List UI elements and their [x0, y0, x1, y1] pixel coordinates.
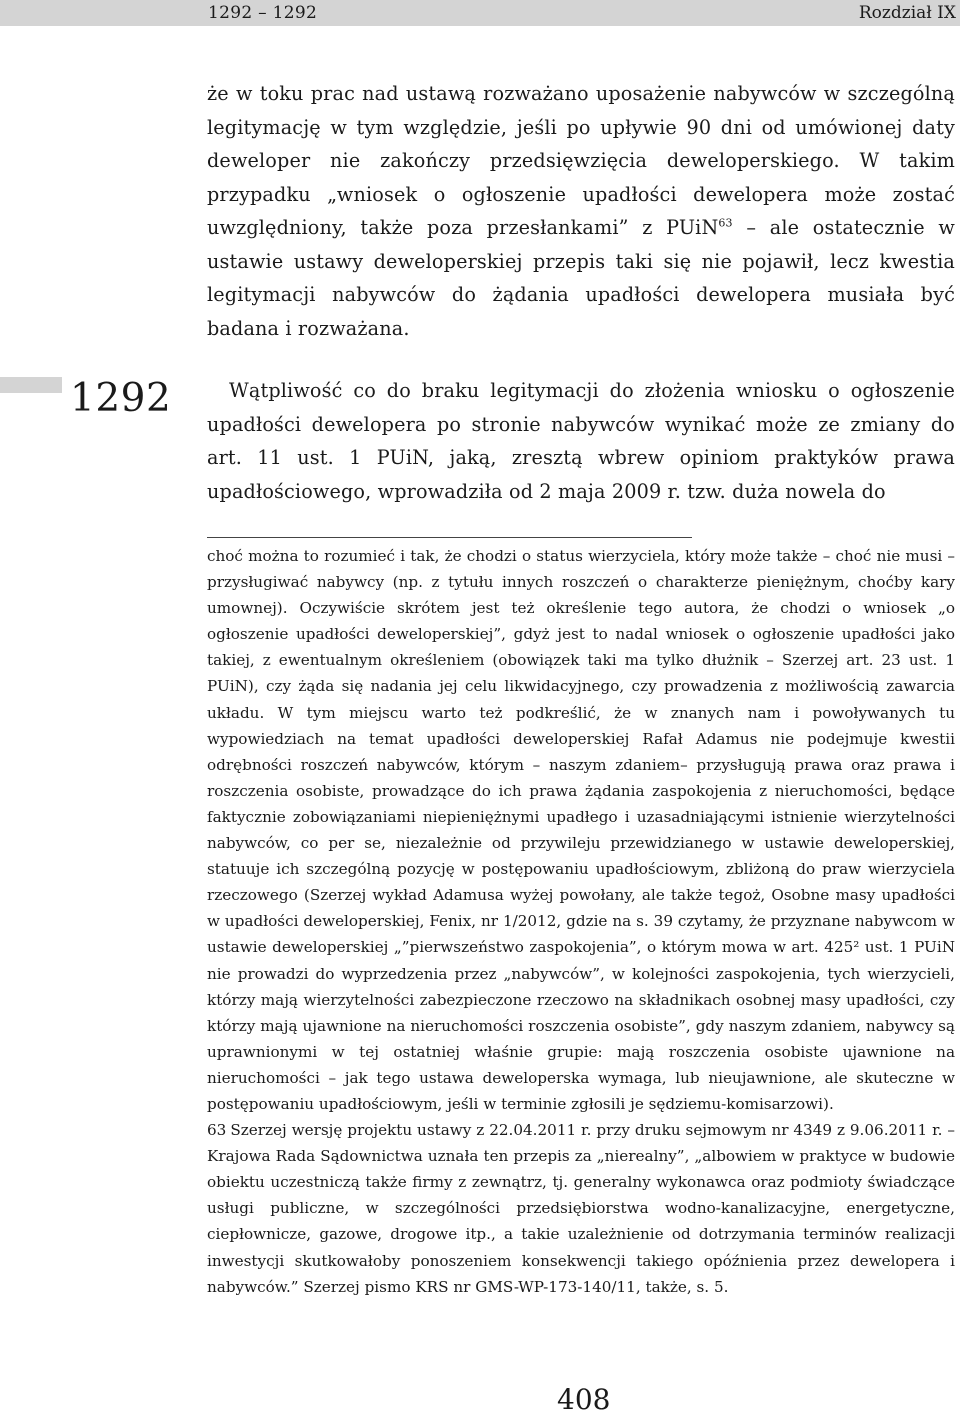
running-header [0, 0, 960, 26]
margin-number: 1292 [70, 376, 172, 421]
footnote-separator [207, 537, 692, 538]
paragraph-text-part1: że w toku prac nad ustawą rozważano uposażenie nabywców w szczególną legitymację w tym względzie, jeśli po upływie 90 dni od umówionej daty deweloper nie zakończy przedsięwzięcia deweloperskiego. W takim przypadku „wniosek o ogłoszenie upadłości dewelopera może zostać uwzględniony, także poza przesłankami” z PUiN [207, 82, 955, 239]
footnote-reference-63[interactable]: 63 [718, 216, 733, 230]
body-paragraph-continued [207, 77, 955, 345]
body-paragraph-1292 [207, 374, 955, 508]
footnote-63 [207, 1117, 955, 1300]
footnote-63-number: 63 [207, 1121, 227, 1140]
margin-number-tab [0, 364, 185, 434]
page-number: 408 [557, 1383, 611, 1416]
header-margin-range: 1292 – 1292 [208, 3, 318, 23]
footnote-continued [207, 543, 955, 1117]
paragraph-1292-text: Wątpliwość co do braku legitymacji do złożenia wniosku o ogłoszenie upadłości dewelopera po stronie nabywców wynikać może ze zmiany do art. 11 ust. 1 PUiN, jaką, zresztą wbrew opiniom praktyków prawa upadłościowego, wprowadziła od 2 maja 2009 r. tzw. duża nowela do [207, 379, 955, 503]
paragraph-text-part2: – ale ostatecznie w ustawie ustawy deweloperskiej przepis taki się nie pojawił, lecz kwestia legitymacji nabywców do żądania upadłości dewelopera musiała być badana i rozważana. [207, 216, 955, 340]
header-chapter: Rozdział IX [858, 3, 956, 23]
footnote-63-text: Szerzej wersję projektu ustawy z 22.04.2011 r. przy druku sejmowym nr 4349 z 9.06.2011 r. – Krajowa Rada Sądownictwa uznała ten przepis za „nierealny”, „albowiem w praktyce w budowie obiektu uczestniczą także firmy z zewnątrz, tj. generalny wykonawca oraz podmioty świadczące usługi publiczne, w szczególności przedsiębiorstwa wodno-kanalizacyjne, energetyczne, ciepłownicze, gazowe, drogowe itp., a takie uzależnienie od dotrzymania terminów realizacji inwestycji skutkowałoby ponoszeniem konsekwencji takiego opóźnienia przez dewelopera i nabywców.” Szerzej pismo KRS nr GMS-WP-173-140/11, także, s. 5. [207, 1121, 955, 1296]
footnotes-section [207, 543, 955, 1300]
footnote-continued-text: choć można to rozumieć i tak, że chodzi o status wierzyciela, który może także – choć nie musi – przysługiwać nabywcy (np. z tytułu innych roszczeń o charakterze pieniężnym, choćby kary umownej). Oczywiście skrótem jest też określenie tego autora, że chodzi o wniosek „o ogłoszenie upadłości deweloperskiej”, gdyż jest to nadal wniosek o ogłoszenie upadłości jako takiej, z ewentualnym określeniem (obowiązek taki ma tylko dłużnik – Szerzej art. 23 ust. 1 PUiN), czy żąda się nadania jej celu likwidacyjnego, czy prowadzenia z możliwością zawarcia układu. W tym miejscu warto też podkreślić, że w znanych nam i powoływanych tu wypowiedziach na temat upadłości deweloperskiej Rafał Adamus nie podejmuje kwestii odrębności roszczeń nabywców, którym – naszym zdaniem– przysługują prawa oraz prawa i roszczenia osobiste, prowadzące do ich prawa żądania zaspokojenia z nieruchomości, będące faktycznie zobowiązaniami niepieniężnymi upadłego i uzasadniającymi istnienie wierzytelności nabywców, co per se, niezależnie od przywileju przewidzianego w ustawie deweloperskiej, statuuje ich szczególną pozycję w postępowaniu upadłościowym, zbliżoną do praw wierzyciela rzeczowego (Szerzej wykład Adamusa wyżej powołany, ale także tegoż, Osobne masy upadłości w upadłości deweloperskiej, Fenix, nr 1/2012, gdzie na s. 39 czytamy, że przyznane nabywcom w ustawie deweloperskiej „”pierwszeństwo zaspokojenia”, o którym mowa w art. 425² ust. 1 PUiN nie prowadzi do wyprzedzenia przez „nabywców”, w kolejności zaspokojenia, tych wierzycieli, którzy mają wierzytelności zabezpieczone rzeczowo na składnikach osobnej masy upadłości, czy którzy mają ujawnione na nieruchomości roszczenia osobiste”, gdy naszym zdaniem, nabywcy są uprawnionymi w tej ostatniej właśnie grupie: mają roszczenia osobiste ujawnione na nieruchomości – jak tego ustawa deweloperska wymaga, lub nieujawnione, ale skuteczne w postępowaniu upadłościowym, jeśli w terminie zgłosili je sędziemu-komisarzowi). [207, 547, 955, 1113]
